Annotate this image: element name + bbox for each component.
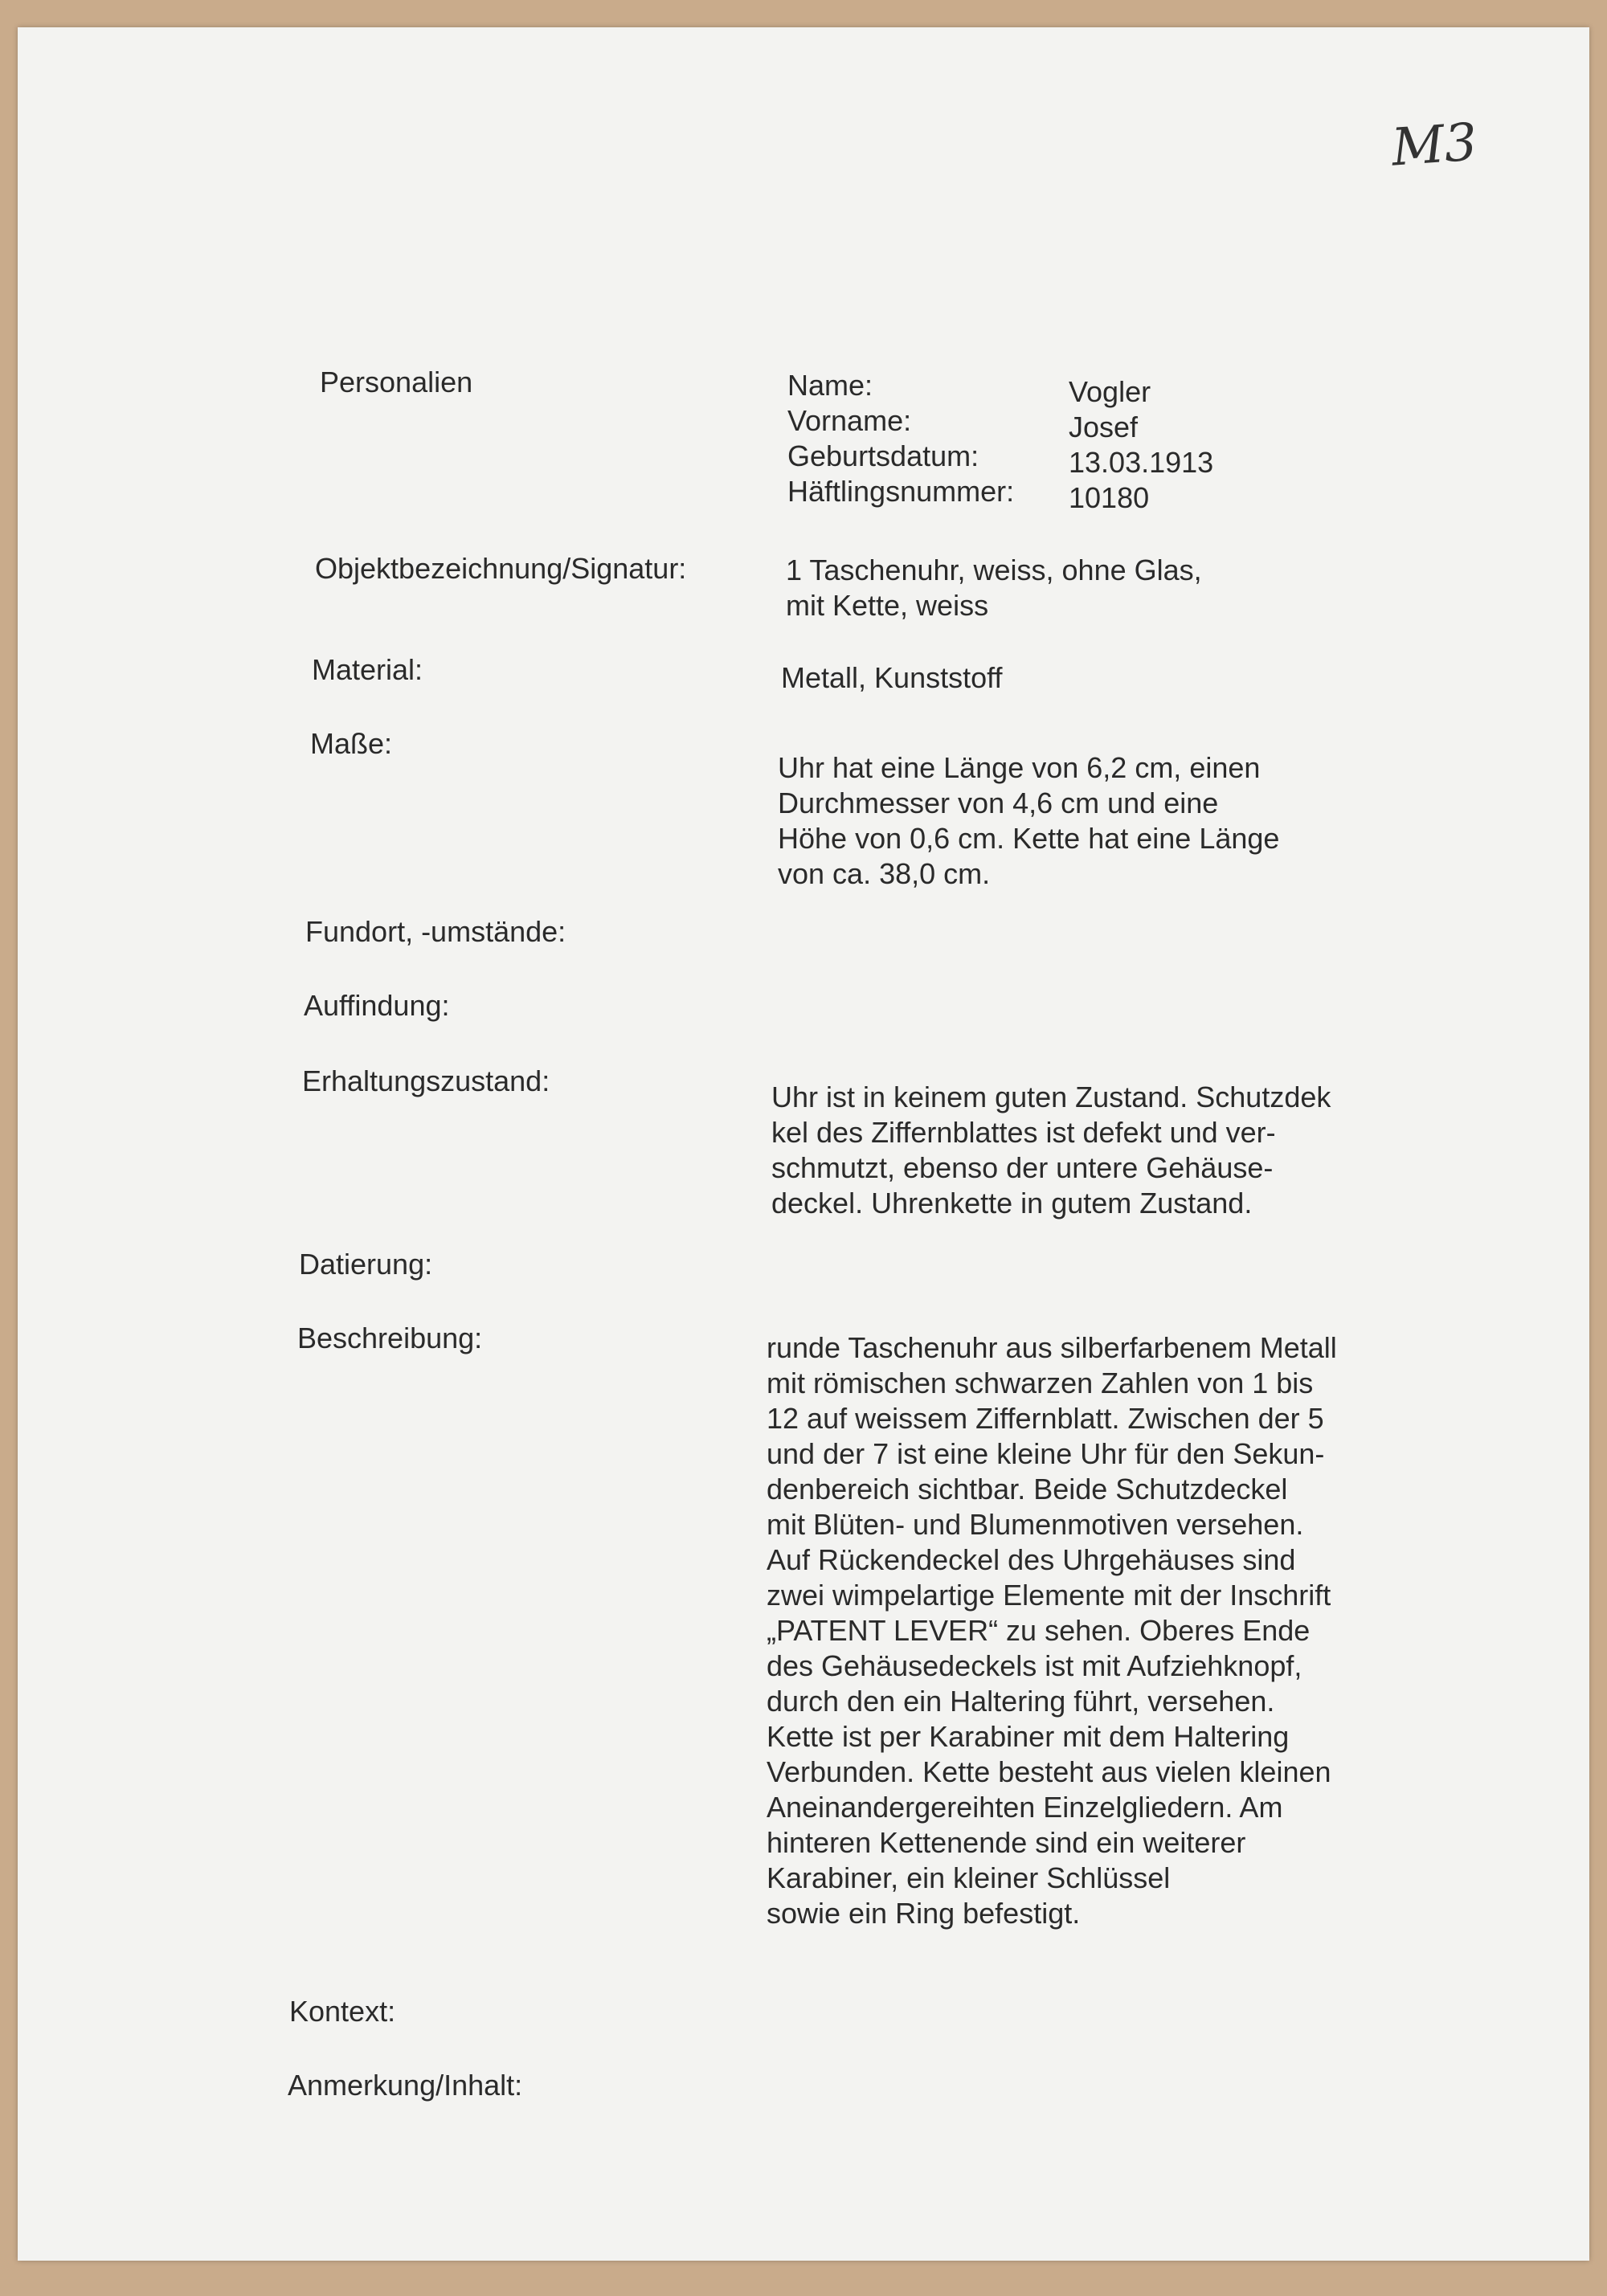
text-line: Höhe von 0,6 cm. Kette hat eine Länge — [778, 822, 1280, 855]
text-line: runde Taschenuhr aus silberfarbenem Metall — [767, 1331, 1337, 1364]
label-erhaltung: Erhaltungszustand: — [302, 1064, 550, 1097]
text-line: hinteren Kettenende sind ein weiterer — [767, 1826, 1246, 1859]
field-value: Josef — [1069, 411, 1139, 443]
label-beschreibung: Beschreibung: — [297, 1322, 483, 1354]
text-line: kel des Ziffernblattes ist defekt und ver- — [771, 1116, 1276, 1149]
text-line: von ca. 38,0 cm. — [778, 857, 991, 890]
label-material: Material: — [312, 653, 423, 686]
text-line: deckel. Uhrenkette in gutem Zustand. — [771, 1187, 1253, 1219]
text-line: zwei wimpelartige Elemente mit der Inschrift — [767, 1579, 1331, 1612]
label-datierung: Datierung: — [299, 1248, 433, 1281]
text-line: Auf Rückendeckel des Uhrgehäuses sind — [767, 1543, 1296, 1576]
label-kontext: Kontext: — [289, 1995, 396, 2028]
text-line: mit Blüten- und Blumenmotiven versehen. — [767, 1508, 1304, 1541]
text-line: Verbunden. Kette besteht aus vielen kleinen — [767, 1755, 1331, 1788]
field-value: Vogler — [1069, 375, 1151, 408]
field-value: 13.03.1913 — [1069, 446, 1214, 479]
field-key: Häftlingsnummer: — [787, 475, 1015, 508]
text-line: Kette ist per Karabiner mit dem Haltering — [767, 1720, 1290, 1753]
label-personalien: Personalien — [320, 366, 473, 398]
text-line: Durchmesser von 4,6 cm und eine — [778, 786, 1219, 819]
text-line: denbereich sichtbar. Beide Schutzdeckel — [767, 1473, 1288, 1505]
label-masse: Maße: — [310, 727, 393, 760]
value-erhaltung — [771, 1080, 1331, 1221]
text-line: „PATENT LEVER“ zu sehen. Oberes Ende — [767, 1614, 1311, 1647]
personalien-fields — [787, 368, 1214, 514]
text-line: des Gehäusedeckels ist mit Aufziehknopf, — [767, 1649, 1302, 1682]
text-line: schmutzt, ebenso der untere Gehäuse- — [771, 1151, 1274, 1184]
field-value: 10180 — [1069, 481, 1150, 514]
text-line: mit Kette, weiss — [786, 589, 989, 622]
text-line: 1 Taschenuhr, weiss, ohne Glas, — [786, 554, 1202, 586]
document-sheet — [18, 27, 1589, 2261]
text-line: Karabiner, ein kleiner Schlüssel — [767, 1861, 1171, 1894]
text-line: sowie ein Ring befestigt. — [767, 1897, 1081, 1930]
field-key: Name: — [787, 369, 873, 402]
handwritten-number: M3 — [1389, 112, 1479, 178]
text-line: Metall, Kunststoff — [781, 661, 1003, 694]
field-key: Vorname: — [787, 404, 912, 437]
value-masse — [778, 750, 1279, 892]
label-fundort: Fundort, -umstände: — [305, 915, 566, 948]
text-line: Uhr hat eine Länge von 6,2 cm, einen — [778, 751, 1261, 784]
field-key: Geburtsdatum: — [787, 439, 979, 472]
label-auffindung: Auffindung: — [304, 989, 450, 1022]
text-line: mit römischen schwarzen Zahlen von 1 bis — [767, 1367, 1314, 1399]
text-line: Uhr ist in keinem guten Zustand. Schutzdek — [771, 1081, 1331, 1113]
value-beschreibung — [767, 1330, 1337, 1931]
text-line: Aneinandergereihten Einzelgliedern. Am — [767, 1791, 1283, 1824]
value-material — [781, 660, 1002, 696]
label-objekt: Objektbezeichnung/Signatur: — [315, 552, 687, 585]
label-anmerkung: Anmerkung/Inhalt: — [288, 2069, 523, 2102]
value-objekt — [786, 553, 1202, 623]
text-line: durch den ein Haltering führt, versehen. — [767, 1685, 1275, 1718]
text-line: 12 auf weissem Ziffernblatt. Zwischen der 5 — [767, 1402, 1324, 1435]
text-line: und der 7 ist eine kleine Uhr für den Sekun- — [767, 1437, 1325, 1470]
